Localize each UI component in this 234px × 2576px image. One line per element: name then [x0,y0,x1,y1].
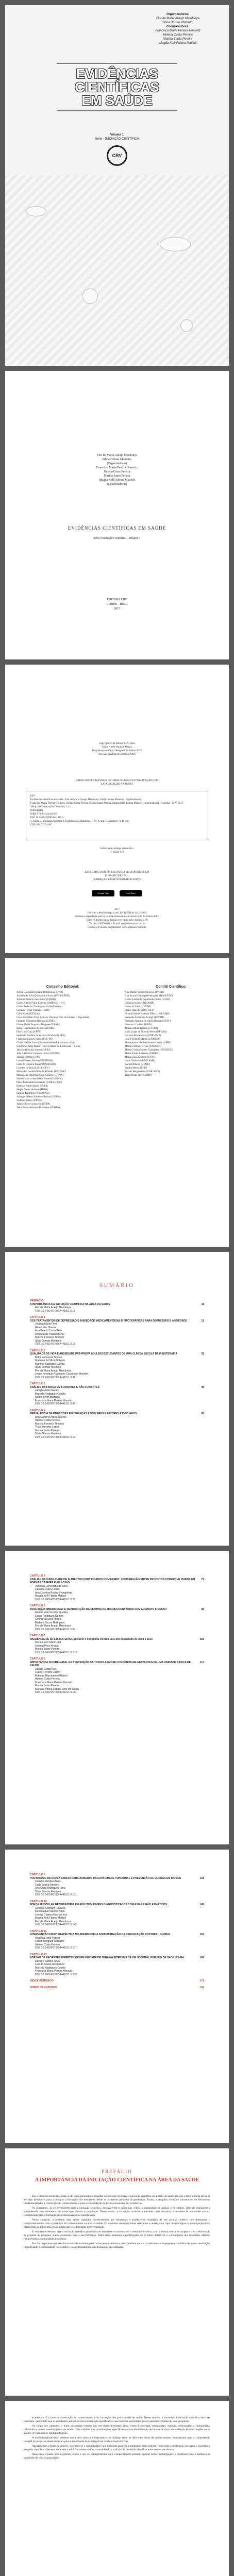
preface-paragraph: Agradecemos a todos os autores, orientadores e colaboradores que tornaram possível a realização deste volume, bem como à instituição que apoia e incentiva a pesquisa científica. Que esta obra seja o início de muitas outras, consolidando a tradição de produção científica entre nossos estudantes. [24,2445,210,2451]
page-number: 89 [201,1607,204,1611]
author-name: Marina Santo Pereira [35,1648,60,1651]
author-name: Ana Carolina Rocha Evangelista [35,1591,72,1595]
cover-credits [139,12,216,45]
council-member: Maria Cristina Soares Guimarães (FIOCRUZ) [125,1049,173,1052]
council-member: Ana Maria Ferreira Menezes (UNEB) [125,991,164,994]
publisher-logo: CRV [107,145,127,166]
card-line: Bibliografia [30,809,43,812]
author-name: Marcela Rodrigues Coelho [35,1392,66,1396]
author-name: Carla Lopes Pinheiro [35,1883,59,1887]
author-name: Marina Santo Pereira [35,1429,60,1432]
author-name: Ana Caroline Abreu Soares [35,1415,66,1419]
author-name: Cinthia da Silva Moura [35,1618,61,1621]
index-value: 1. Saúde 610 [110,851,124,854]
entry-text: ANÁLISE DA FADIGA EM FUMANTES E NÃO FUMANTES [30,1385,99,1389]
council-member: Solange Helena Ximenes-Rocha (UFOPA) [16,1096,61,1098]
council-member: Eduardo Fernandes Barbosa (UFMG) [16,1020,56,1023]
credit-line: Silvia Dornas Monteiro [102,458,132,461]
council-member: Tiago Rizzo (UNICAMP) [125,1074,152,1077]
council-member: Carlos Leonardo Figueiredo Cunha (UFRJ) [125,998,170,1001]
entry-text: IMPORTÂNCIA DO PRÉ-NATAL NA PREVENÇÃO DA TOXOPLASMOSE CONGÊNITA EM GESTANTES DE UMA UNIDADE BÁSICA DE SAÚDE [30,1660,191,1667]
entry-text: PROTOCOLO DE DUPLA TAREFA PARA AUMENTO DA CAPACIDADE FUNCIONAL E PREVENÇÃO DE QUEDAS EM IDOSOS [30,1876,181,1880]
council-member: Francisco Cartaxo (UFRJ) [125,1024,152,1026]
author-name: Magda Kelli Fátima Mattioli [35,1917,66,1920]
author-name: Alice Leite Oliveira [35,1326,57,1329]
entry-text: DOS TRATAMENTOS DE DEPRESSÃO E ANSIEDADE MEDICAMENTOSAS E FITOTERÁPICAS PARA DEPRESSÃO E ANSIEDADE [30,1319,188,1323]
card-line: Francisca Maria Pereira Horovitz, Helena Costa Pereira, Marina Santo Pereira, Magda Kelli Fátima Mattioli (colaboradoras) – Curitiba : CRV, 2017. [30,802,184,805]
chapter-label: CAPÍTULO 8 [30,1657,45,1660]
promo-line: CONHEÇA E BAIXE NOSSO APLICATIVO! [92,878,142,881]
preface-paragraph: A multidisciplinaridade presente nesta obra reforça a importância do diálogo entre as diferentes áreas do conhecimento, fundamental para a compreensão integral do processo saúde-doença e para a proposição de estratégias de cuidado mais efetivas. [24,2436,210,2443]
council-member: Elione Maria Nogueira Diogenes (UFAL) [16,1024,60,1026]
author-name: Gessica Carvalho Tavares [35,1906,65,1910]
series-label: Série - INICIAÇÃO CIENTÍFICA [95,138,139,141]
book-subtitle: Série: Iniciação Científica – Volume 1 [93,537,141,540]
author-name: Thaís Mendes Lopes [35,1426,59,1429]
chapter-title [30,1386,204,1389]
preface-paragraph: Em o presente momento, torna-se de suma importância ressaltar o crescente incentivo à iniciação científica no âmbito da saúde, em que o fazer ciência deixa de ser algo distante e passa a integrar a formação dos estudantes desde os primeiros períodos da graduação. Assim, a pesquisa científica constitui-se em ferramenta fundamental para a construção do conhecimento e para a consolidação de práticas baseadas em evidências. [24,2195,210,2205]
credit-line: (Colaboradoras) [107,483,127,486]
cell-shape [82,289,98,304]
credit-line: Helena Costa Pereira [104,470,130,473]
chapter-title [30,1412,204,1416]
doi-line: DOI: 10.24824/978854441811.9.169 [35,1973,77,1976]
council-member: Élsio José Corá (UFFS) [16,1031,41,1033]
council-member: Tania Suely Azevedo Brasileiro (UFOPA) [16,1107,60,1109]
preface-paragraph: acadêmica. E a base da construção do conhecimento e da formação dos profissionais de saúde. Nesse sentido, o incentivo à iniciação científica deve ser constante, garantindo que os estudantes tenham acesso a orientação qualificada e aos recursos necessários para o desenvolvimento de suas pesquisas. [24,2416,210,2423]
doi-line: DOI: 10.24824/978854441811.9.145 [35,1923,77,1926]
cover-pattern [5,175,229,366]
author-name: Helena Costa Pereira [35,1419,60,1422]
footer-line: Proibida a reprodução parcial ou total desta obra sem autorização da Editora CRV [75,916,159,918]
entry-text: INTERVENÇÃO FISIOTERAPÊUTICA NO ADENDO PELA ADMINISTRAÇÃO DA REEDUCAÇÃO POSTURAL GLOBAL [30,1933,171,1936]
google-play-badge[interactable]: Google Play [92,890,114,896]
council-member: Cristina Iwabe (UNICAMP) [125,1002,154,1005]
doi-line: DOI: 10.24824/978854441811.9.117 [35,1691,77,1694]
page-number: 11 [201,1302,204,1306]
credit-line: (Organizadoras) [107,462,127,465]
cover-rule-bottom [57,110,177,111]
author-name: Angélica Lima Pontes [35,1936,60,1940]
council-member: João Adalberto Campato Junior (UNESP) [16,1053,60,1055]
author-name: Flor de Maria Araujo Mendonça [35,1306,71,1309]
chapter-label: CAPÍTULO 12 [30,1953,47,1956]
author-name: Érika Rebouças Soares [35,1355,62,1359]
editorial-heading: Conselho Editorial: [46,985,80,989]
cover-title [5,67,229,107]
doi-line: DOI: 10.24824/978854441811.9.11 [35,1309,75,1313]
council-member: Maria Cristina dos Santos Bezerra (UFSCar) [16,1078,63,1080]
page-number: 179 [199,1979,204,1982]
chapter-label: CAPÍTULO 6 [30,1604,45,1607]
cover-rule-top [57,63,177,64]
author-name: Matheus da Silva Pinheiro [35,1359,65,1362]
author-name: Lucas Rodrigues Gomes [35,1614,64,1618]
council-member: Elizeu Clementino de Souza (UNEB) [16,1027,55,1030]
council-member: Janesca Alban Roman (UTFPR) [125,1027,158,1030]
card-line: CDU 614 CDD 610 [30,824,51,826]
council-member: Carlos Alberto Vilar Estêvão (UMINHO – PT) [16,1002,65,1005]
author-name: Francisca Maria Pereira Horovitz [35,1681,73,1684]
preface-heading: PREFÁCIO [102,2169,132,2174]
doi-line: DOI: 10.24824/978854441811.9.31 [35,1376,76,1379]
author-name: Francisca Maria Pereira Horovitz [35,1970,73,1973]
council-member: Francisco Carlos Duarte (PUC-PR) [16,1038,53,1041]
author-name: Mariana Vitória Lobato Leite de Sousa [35,1687,79,1691]
council-member: Suzana Bergamasco (UNICAMP) [125,1071,160,1073]
scientific-heading: Comitê Científico: [156,985,187,989]
footer-line: Todos os direitos desta edição reservados pela: Editora CRV [86,919,148,922]
page-number: 77 [201,1578,204,1581]
preface-paragraph: Por fim, espera-se que este livro sirva de estímulo para novos pesquisadores e que contribua para o fortalecimento da pesquisa científica em nossa instituição, incentivando a continuidade dos estudos e o aprofundamento das discussões apresentadas. [24,2242,210,2249]
catalog-card [26,791,208,840]
author-name: Lorena Cristina Rocha Lima [35,1913,67,1917]
author-name: Karine Alves Barbosa [35,1396,60,1399]
summary-page-2 [5,1551,229,1844]
entry-text: ANÁLISE DA VIABILIDADE DE ALIMENTOS FORTIFICADOS COM FERRO: COMPARAÇÃO ENTRE PRODUTOS COMERCIALIZADOS EM FORMAS CASEIRA E EM LOJAS [30,1578,195,1584]
council-member: Maria Aparecida Sacramento Corrêa (UFRJ) [125,1042,171,1044]
preface-paragraph: Desejamos a todos uma excelente leitura e que os conhecimentos aqui compartilhados possam inspirar novas investigações e contribuir para a melhoria da qualidade de vida da população. [24,2453,210,2460]
cell-shape [180,319,193,332]
copyright-line: Revisão: Analista de Escrita e Artes [98,753,136,756]
entry-text: A IMPORTÂNCIA DA INICIAÇÃO CIENTÍFICA NA ÁREA DA SAÚDE [30,1302,111,1306]
chapter-label: CAPÍTULO 9 [30,1873,45,1876]
chapter-title [30,1933,204,1937]
author-name: Magda Kelli Fátima Mattioli [35,1595,66,1598]
author-name: Marina Santo Pereira [35,1684,60,1687]
page-number: 103 [199,1637,204,1641]
capsule-shape [26,206,46,216]
author-name: Silvia Dornas Monteiro [35,1339,61,1343]
summary-heading [30,1986,204,1990]
doi-line: DOI: 10.24824/978854441811.9.63 [35,1435,76,1439]
entry-text: INCIDÊNCIA DE SÍFILIS MATERNA, gestante e congênita em São Luís-MA no período de 2008 a 2013 [30,1637,153,1641]
cover-title-line: EVIDÊNCIAS [76,66,158,81]
app-store-badge[interactable]: App Store [120,890,142,896]
index-line: Índice para catálogo sistemático [100,848,134,850]
council-member: Maria Lúcia Andrade (UFRN) [125,1056,156,1059]
credit-line: Magda Kelli Fátima Mattioli [99,479,135,482]
preface-paragraph: É importante destacar que a iniciação científica possibilita ao estudante o contato com o método científico, com a leitura crítica de artigos e com a elaboração de projetos de pesquisa, etapas essenciais para a sua formação. Além disso, estimula a participação em eventos científicos e a divulgação dos resultados obtidos, fortalecendo a comunidade acadêmica. [24,2230,210,2241]
council-member: Luiz Fernando Manzo (UNIFESP) [125,1038,161,1041]
preface-page [5,2148,229,2396]
copyright-lines [5,742,229,756]
catalog-subheading: CATALOGAÇÃO NA FONTE [101,783,133,786]
council-member: Eliane Dias de Castro (UFF) [125,1009,155,1012]
council-member: Maria Cristina Ferreira (UNOESC) [125,1045,161,1048]
council-member: Josania Portela (UFPI) [16,1056,40,1059]
council-member: Rachel Ribeiro (UFMG) [125,1063,151,1066]
doi-line: DOI: 10.24824/978854441811.9.77 [35,1598,76,1601]
copyright-line: Diagramação e Capa: Designers da Editora CRV [92,750,142,752]
author-name: Jéssica Maria Pires [35,1323,58,1326]
summary-page-1 [5,1252,229,1546]
author-name: Natália Vasconcelos Guedes [35,1611,68,1614]
council-member: Fernando Antonio de Abreu Bernardo (UFF) [125,1020,171,1023]
council-member: Sandra Moura (UFG) [125,1067,147,1070]
preface-title: A IMPORTÂNCIA DA INICIAÇÃO CIENTÍFICA NA ÁREA DA SAÚDE [35,2177,199,2183]
summary-list [30,1571,204,1694]
author-name: Janaina Lopes Lobão [35,1588,60,1591]
cover-volume [5,133,229,141]
chapter-title [30,1352,204,1356]
council-member: Paulo Yoshioka (UNICAMP) [125,1060,155,1062]
author-name: Silvia Dornas Monteiro [35,1432,61,1435]
author-name: Flor de Maria Araujo Mendonça [35,1369,71,1372]
council-member: Simone Rodrigues Pinto (UNB) [16,1092,50,1095]
author-name: Josiane Mendes Alves [35,1880,61,1883]
author-name: Helena Costa Pereira [35,1677,60,1681]
author-name: Helena Costa Pereira [35,1943,60,1946]
author-name: Jéssica Pires Arruda [35,1644,59,1648]
preface-paragraph: Os estudantes, ao se envolverem com a iniciação científica, desenvolvem o raciocínio crítico, a capacidade de análise e de síntese, além de ampliarem a compreensão dos problemas de saúde que afetam a população. Desse modo, a formação acadêmica torna-se mais completa e sensível às demandas sociais, contribuindo para a formação de profissionais mais qualificados. [24,2207,210,2217]
chapter-label: CAPÍTULO 4 [30,1409,45,1412]
doi-line: DOI: 10.24824/978854441811.9.49 [35,1402,76,1405]
author-name: Silvia Dornas Monteiro [35,1366,61,1369]
page-number: 131 [199,1876,204,1880]
editorial-council [16,985,109,1110]
council-member: Gloria Fariñas León (Universidade de La Havana – Cuba) [16,1042,77,1044]
author-name: Flor de Maria Araujo Mendonça [35,1920,71,1923]
council-member: Andréia da Silva Quintanilha Sousa (UNIR/UFRN) [16,995,70,997]
chapter-label: CAPÍTULO 2 [30,1349,45,1352]
collaborator-name: Helena Costa Pereira [163,33,193,37]
entry-text: ADESÃO DE PACIENTES HIPERTENSOS EM UNIDADE DE TERAPIA INTENSIVA DE UM HOSPITAL PÚBLICO DE SÃO LUÍS-MA [30,1956,185,1959]
council-member: Rodrigo Pratte-Santos (UFES) [16,1085,48,1088]
council-member: Sérgio Nunes de Jesus (IFRO) [16,1089,48,1091]
preface-page-continued [5,2401,229,2576]
card-line: ISBN 978-85-444-1811-9 [30,813,57,816]
preface-paragraph: Ao longo dos capítulos, o leitor encontrará estudos que envolvem diferentes áreas, como fisioterapia, odontologia, nutrição, enfermagem e biomedicina, refletindo o caráter interdisciplinar da saúde. Cada trabalho traz contribuições específicas, seja na identificação de fatores de risco, na avaliação de intervenções ou na análise de indicadores epidemiológicos. [24,2425,210,2435]
chapter-title [30,1608,204,1612]
entry-text: SOBRE OS AUTORES [30,1986,57,1989]
chapter-label: CAPÍTULO 1 [30,1316,45,1319]
page-number: 145 [199,1903,204,1906]
entry-text: QUALIDADE DE VIDA E ANSIEDADE PRÉ-PROVA ADULTAS ESTUDANTES DE UMA CLÍNICA ESCOLA DE FISIOTERAPIA [30,1352,177,1355]
chapter-label: CAPÍTULO 5 [30,1574,45,1578]
page-number: 63 [201,1412,204,1415]
author-name: Amanda de Paula Rocha [35,1332,64,1336]
page-number: 157 [199,1933,204,1936]
author-name: Jamylle Alves Nunes [35,1389,59,1392]
copyright-page [5,665,229,953]
council-member: Sydione Santos (UEPG) [16,1099,42,1102]
council-member: Maria Emília Ledesma (UFRRJ) [125,1053,159,1055]
author-name: Ilana Raquel Santos Silva [35,1910,65,1913]
author-name: Maria Luiza Silva Lima [35,1641,61,1644]
chapter-title [30,1319,204,1323]
organizer-name: Flor de Maria Araujo Mendonça [156,17,199,20]
card-line: Evidências científicas em saúde / Flor de Maria Araujo Mendonça, Silvia Dornas Monteiro (organizadoras). [30,799,142,801]
page-number: 181 [199,1986,204,1989]
council-member: Kátia Lopes de Oliveira Peres (UFVJM) [125,1031,166,1033]
chapter-label: CAPÍTULO 3 [30,1382,45,1385]
council-member: Lourdes Helena da Silva (UFV) [16,1067,49,1070]
council-member: Aldira Guimarães Duarte Domínguez (UNB) [16,991,63,994]
entry-text: AVALIAÇÃO DIMENSIONAL E REPRODUÇÃO DA DENTINA DE MOLDES DENTÁRIOS COM ALGINATO E GESSO [30,1607,167,1611]
promo-line: ESTA OBRA TAMBÉM ENCONTRA-SE DISPONÍVEL EM [85,871,149,874]
author-name: Leticia Marques Carvalho [35,1940,64,1943]
chapter-title [30,1578,204,1585]
author-name: Luis de Sousa Gonçalves [35,1963,64,1966]
credit-line: Flor de Maria Araujo Mendonça [97,454,137,457]
author-name: Juliana Costa Reis [35,1667,57,1671]
author-name: Fabiana Nascimento Ribeiro [35,1674,68,1677]
card-line: DOI 10.24824/978854441811.9 [30,817,63,819]
doi-line: DOI: 10.24824/978854441811.9.157 [35,1946,77,1950]
collaborator-name: Francisca Maria Pereira Horovitz [155,29,200,32]
page-number: 49 [201,1385,204,1389]
editorial-council-page [5,958,229,1247]
copyright-line: Editor-chefe: Railson Moura [102,746,132,749]
collaborators-heading: Colaboradoras: [166,25,190,28]
author-name: Flor de Maria Araujo Mendonça [35,1624,71,1628]
card-line: 180 p. (Série Iniciação Científica, v. 1) [30,806,71,808]
council-member: Tadeu Oliver Gonçalves (UFPA) [16,1103,51,1106]
cover-title-line: CIENTÍFICAS [75,79,159,95]
credit-line: Marina Santo Pereira [104,474,130,478]
chapter-label: CAPÍTULO 11 [30,1929,47,1933]
author-name: Ana Clara Rodrigues Lima [35,1887,65,1890]
author-name: Marcos Fonseca Teodoro [35,1422,64,1426]
page-number: 31 [201,1352,204,1355]
organizers-heading: Organizadoras: [166,13,189,16]
author-name: Silvia Dornas Monteiro [35,1890,61,1893]
author-name: Vanessa Conceição da Silva [35,1584,68,1588]
summary-heading [30,1979,204,1983]
collaborator-name: Magda Kelli Fátima Mattioli [159,42,197,45]
council-member: Carmen Tereza Velanga (UNIR) [16,1009,50,1012]
council-member: Fernanda Fernandes Gurgel (UFVJM) [125,1016,164,1019]
page-number: 117 [199,1660,204,1664]
index-note [5,847,229,854]
author-name: Ana Beatriz Costa Felix [35,1329,62,1332]
summary-list [30,1870,204,1989]
summary-list [30,1296,204,1439]
council-member: Ana Rosete Camargo Rodrigues Maia (UFSC) [125,995,173,997]
promo-line: FORMATO DIGITAL. [105,875,129,877]
council-member: Edson da Silva (UFVJM) [125,1006,151,1008]
catalog-heading [5,779,229,786]
preface-text [24,2416,210,2461]
card-line: 1. Saúde 2. Iniciação científica 3. Evidências I. Mendonça, F. M. A. org. II. Monteiro, S. D. org. [30,820,129,823]
publisher-name: EDITORA CRV [107,598,127,601]
author-name: Marcela Rodrigues Coelho [35,1966,66,1970]
chapter-title [30,1638,204,1641]
council-member: Fernando Antônio Gonçalves Alcoforado (IPB) [16,1035,65,1037]
chapter-title [30,1303,204,1307]
page-number: 13 [201,1319,204,1323]
publisher-info [5,598,229,612]
author-name: Marlene Machado Galvão [35,1362,65,1366]
chapter-label: PREFÁCIO [30,1299,43,1302]
footer-line: Tel.: (41) 3039-6418 - E-mail: sac@editoracrv.com.br [89,923,145,925]
card-line: E93 [30,795,35,798]
council-member: Leonel Severo Rocha (UNISINOS) [16,1060,53,1062]
organizer-name: Silvia Dornas Monteiro [162,21,194,24]
council-member: Antônio Pereira Gaio Júnior (UFRRJ) [16,998,56,1001]
catalog-heading-line: DADOS INTERNACIONAIS DE CATALOGAÇÃO NA PUBLICAÇÃO (CIP) [75,779,159,782]
title-page-credits [5,453,229,486]
author-name: Francisca Maria Pereira Horovitz [35,1399,73,1402]
summary-page-3 [5,1850,229,2143]
app-promo [5,871,229,882]
copyright-line: Copyright © da Editora CRV Ltda. [99,742,135,745]
council-member: Cesar Gerónimo Tello (Univer. Nacional Três de Febrero – Argentina) [16,1016,89,1019]
entry-text: FORÇA MUSCULAR RESPIRATÓRIA EM ADULTOS JOVENS DIAGNOSTICADOS COM ASMA E NÃO ASMÁTICOS [30,1903,168,1906]
chapter-label: CAPÍTULO 10 [30,1900,47,1903]
collaborator-name: Marina Santo Pereira [163,38,193,41]
entry-text: ÍNDICE REMISSIVO [30,1979,54,1982]
council-member: Evandro Alves Barbosa Filho (UNICAMP) [125,1013,170,1015]
doi-line: DOI: 10.24824/978854441811.9.131 [35,1893,77,1896]
footer-line: 2017 [114,908,120,911]
chapter-title [30,1903,204,1907]
footer-line: Conheça os nossos lançamentos: www.editoracrv.com.br [88,926,146,929]
chapter-title [30,1956,204,1960]
publication-year: 2017 [114,607,120,611]
volume-label: Volume 1 [110,133,124,137]
author-name: Marcos Fonseca Teodoro [35,1336,64,1339]
author-name: Bárbara Souza Rodrigues [35,1621,65,1624]
council-member: Maria de Lourdes Pinto de Almeida (UNOESC) [16,1071,66,1073]
entry-text: PREVALÊNCIA DE INFECÇÕES EM CRIANÇAS ESCOLARES E FATORES ASSOCIADOS [30,1412,137,1415]
council-member: Guillermo Arias Beatón (Universidade de La Havana – Cuba) [16,1045,80,1048]
publisher-city: Curitiba – Brasil [107,603,127,606]
book-cover [5,5,229,366]
page-number: 169 [199,1956,204,1959]
author-name: Dayane Cristine Silva [35,1959,60,1963]
council-member: Carlos Federico Dominguez Avila (Unieuro) [16,1006,63,1008]
council-member: Maria Lília Imbiriba Sousa Colares (UFOPA) [16,1074,64,1077]
credit-line: Francisca Maria Pereira Horovitz [96,466,138,469]
council-member: Lídia de Oliveira Xavier (UNIEURO) [16,1063,56,1066]
copyright-footer [5,908,229,929]
summary-title: SUMÁRIO [99,1283,135,1289]
doi-line: DOI: 10.24824/978854441811.9.13 [35,1343,76,1346]
doi-line: DOI: 10.24824/978854441811.9.103 [35,1651,77,1654]
author-name: Jesus Henrique Rodrigues Cavalcanti Marinho [35,1372,89,1376]
chapter-label: CAPÍTULO 7 [30,1634,45,1637]
book-title: EVIDÊNCIAS CIENTÍFICAS EM SAÚDE [68,526,166,531]
preface-paragraph: Nesse contexto, a presente obra reúne trabalhos desenvolvidos por estudantes e professores, resultado de um esforço coletivo que demonstra o comprometimento com a produção do conhecimento na área da saúde. Os capítulos abordam temas relevantes e atuais, com rigor metodológico e preocupação ética, oferecendo ao leitor uma visão ampla das possibilidades de investigação. [24,2218,210,2229]
author-name: Luana Ferreira Castro [35,1671,60,1674]
council-member: Celso Conti (UFSCar) [16,1013,40,1015]
council-member: Jailson Alves dos Santos (UFRJ) [16,1049,51,1052]
council-member: Luciano Kriejkowski (UNICAMP) [125,1035,161,1037]
council-member: Paulo Romualdo Hernandes (UNIFAL-MG) [16,1081,62,1084]
footer-line: Foi feito o depósito legal conf. Lei 10.994 de 14/12/2004 [87,912,147,914]
preface-text [24,2195,210,2250]
capsule-shape [160,237,191,251]
scientific-committee [125,985,218,1077]
title-page [5,371,229,659]
doi-line: DOI: 10.24824/978854441811.9.89 [35,1628,76,1631]
chapter-title [30,1877,204,1880]
chapter-title [30,1661,204,1668]
cover-title-line: EM SAÚDE [81,93,153,108]
